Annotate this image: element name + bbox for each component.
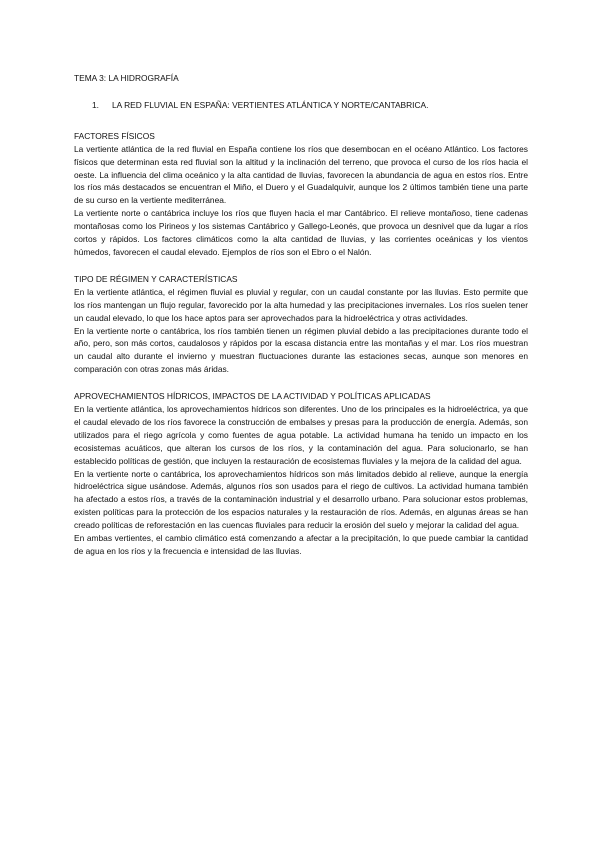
paragraph: En la vertiente atlántica, el régimen fluvial es pluvial y regular, con un caudal constante por las lluvias. Esto permite que los ríos mantengan un flujo regular, favorecido por la alta humedad y las precipitaciones invernales. Los ríos suelen tener un caudal elevado, lo que los hace aptos para ser aprovechados para la hidroeléctrica y otras actividades. [74,286,528,323]
section-heading: FACTORES FÍSICOS [74,130,155,141]
heading-text: LA RED FLUVIAL EN ESPAÑA: VERTIENTES ATLÁNTICA Y NORTE/CANTABRICA. [112,99,429,110]
section-heading: APROVECHAMIENTOS HÍDRICOS, IMPACTOS DE LA ACTIVIDAD Y POLÍTICAS APLICADAS [74,391,431,402]
section-regimen [74,273,528,376]
heading-number: 1. [92,99,99,110]
document-title: TEMA 3: LA HIDROGRAFÍA [74,73,179,83]
document-content [74,72,528,572]
section-heading: TIPO DE RÉGIMEN Y CARACTERÍSTICAS [74,273,238,284]
paragraph: En la vertiente norte o cantábrica, los aprovechamientos hídricos son más limitados debido al relieve, aunque la energía hidroeléctrica sigue usándose. Además, algunos ríos son usados para el riego de cultivos. La actividad humana también ha afectado a estos ríos, a través de la contaminación industrial y el desarrollo urbano. Para solucionar estos problemas, existen políticas para la protección de los espacios naturales y la restauración de ríos. Además, en algunas áreas se han creado políticas de reforestación en las cuencas fluviales para reducir la erosión del suelo y mejorar la calidad del agua. [74,468,528,531]
section-aprovechamientos [74,390,528,558]
paragraph: En ambas vertientes, el cambio climático está comenzando a afectar a la precipitación, lo que puede cambiar la cantidad de agua en los ríos y la frecuencia e intensidad de las lluvias. [74,533,528,556]
paragraph: La vertiente atlántica de la red fluvial en España contiene los ríos que desembocan en el océano Atlántico. Los factores físicos que determinan esta red fluvial son la altitud y la inclinación del terreno, que provoca el curso de los ríos hacia el oeste. La influencia del clima oceánico y la alta cantidad de lluvias, favorecen la abundancia de agua en estos ríos. Entre los ríos más destacados se encuentran el Miño, el Duero y el Guadalquivir, aunque los 2 últimos también tiene una parte de su curso en la vertiente mediterránea. [74,143,528,206]
paragraph: En la vertiente atlántica, los aprovechamientos hídricos son diferentes. Uno de los principales es la hidroeléctrica, ya que el caudal elevado de los ríos favorece la construcción de embalses y presas para la producción de energía. Además, son utilizados para el riego agrícola y como fuentes de agua potable. La actividad humana ha tenido un impacto en los ecosistemas acuáticos, que alteran los cursos de los ríos, y la contaminación del agua. Para solucionarlo, se han establecido políticas de gestión, que incluyen la restauración de ecosistemas fluviales y la mejora de la calidad del agua. [74,404,528,466]
section-factores-fisicos [74,130,528,259]
numbered-heading [74,99,528,112]
paragraph: En la vertiente norte o cantábrica, los ríos también tienen un régimen pluvial debido a las precipitaciones durante todo el año, pero, son más cortos, caudalosos y rápidos por la escasa distancia entre las montañas y el mar. Los ríos muestran un caudal alto durante el invierno y muestran fluctuaciones durante las estaciones secas, aunque son menores en comparación con otras zonas más áridas. [74,325,528,375]
paragraph: La vertiente norte o cantábrica incluye los ríos que fluyen hacia el mar Cantábrico. El relieve montañoso, tiene cadenas montañosas como los Pirineos y los sistemas Cantábrico y Gallego-Leonés, que provoca un desnivel que da lugar a ríos cortos y rápidos. Los factores climáticos como la alta cantidad de lluvias, y las corrientes oceánicas y los vientos húmedos, favorecen el caudal elevado. Ejemplos de ríos son el Ebro o el Nalón. [74,208,528,257]
